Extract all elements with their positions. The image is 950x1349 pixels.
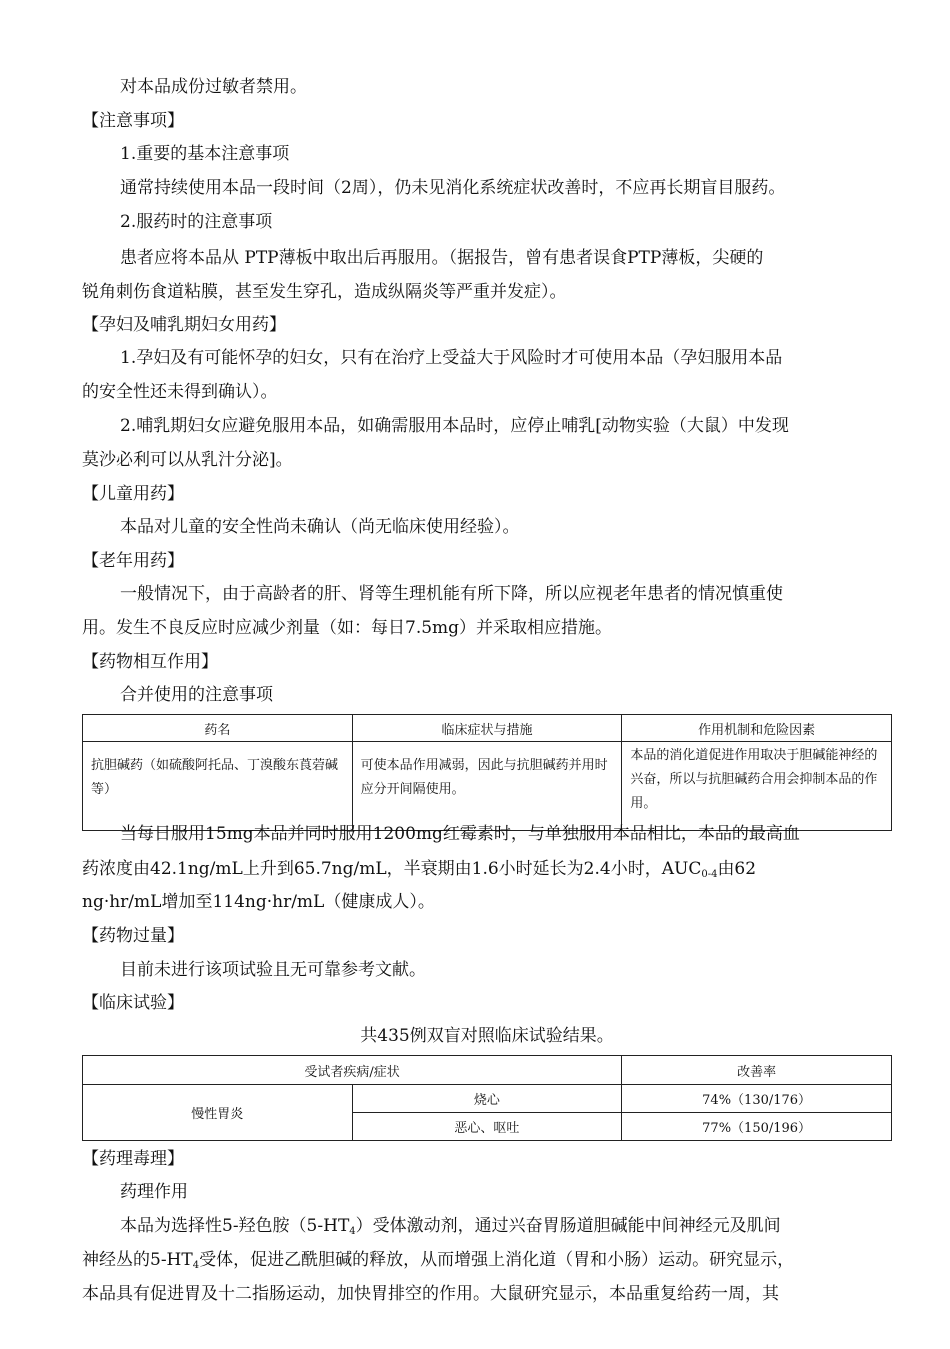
section-heading-pregnancy: 【孕妇及哺乳期妇女用药】: [82, 315, 286, 335]
elderly-text-b: 用。发生不良反应时应减少剂量（如：每日7.5mg）并采取相应措施。: [82, 618, 613, 638]
interaction-text-b: [82, 858, 756, 886]
precaution-2-title: 2.服药时的注意事项: [120, 212, 273, 232]
pharmacology-text-a-1: 本品为选择性5-羟色胺（5-HT: [120, 1216, 350, 1236]
section-heading-pharmacology: 【药理毒理】: [82, 1149, 184, 1169]
overdose-text: 目前未进行该项试验且无可靠参考文献。: [120, 960, 426, 980]
section-heading-overdose: 【药物过量】: [82, 926, 184, 946]
interaction-text-c: ng·hr/mL增加至114ng·hr/mL（健康成人）。: [82, 892, 435, 912]
ht4-subscript: 4: [192, 1260, 200, 1271]
pharmacology-text-c: 本品具有促进胃及十二指肠运动，加快胃排空的作用。大鼠研究显示，本品重复给药一周，其: [82, 1284, 779, 1304]
cell-symptom: 烧心: [352, 1085, 622, 1113]
cell-drug-name: 抗胆碱药（如硫酸阿托品、丁溴酸东莨菪碱等）: [83, 742, 353, 831]
table-row: [83, 742, 892, 831]
cell-symptom: 恶心、呕吐: [352, 1113, 622, 1141]
pharmacology-text-b-1: 神经丛的5-HT: [82, 1250, 193, 1270]
children-text: 本品对儿童的安全性尚未确认（尚无临床使用经验）。: [120, 517, 520, 537]
contraindication-text: 对本品成份过敏者禁用。: [120, 77, 307, 97]
pharmacology-text-b-2: 受体，促进乙酰胆碱的释放，从而增强上消化道（胃和小肠）运动。研究显示，: [199, 1250, 795, 1270]
precaution-2-text-b: 锐角刺伤食道粘膜，甚至发生穿孔，造成纵隔炎等严重并发症）。: [82, 282, 567, 302]
cell-mechanism: 本品的消化道促进作用取决于胆碱能神经的兴奋，所以与抗胆碱药合用会抑制本品的作用。: [622, 742, 892, 831]
precaution-2-text-a: 患者应将本品从 PTP薄板中取出后再服用。（据报告，曾有患者误食PTP薄板，尖硬的: [120, 248, 764, 268]
section-heading-precautions: 【注意事项】: [82, 111, 184, 131]
interaction-text-b-main: 药浓度由42.1ng/mL上升到65.7ng/mL，半衰期由1.6小时延长为2.4小时，AUC: [82, 859, 702, 879]
interaction-text-b-tail: 由62: [717, 859, 757, 879]
cell-disease: 慢性胃炎: [83, 1085, 353, 1141]
pharmacology-text-b: [82, 1249, 794, 1277]
trials-caption: 共435例双盲对照临床试验结果。: [360, 1026, 614, 1046]
interaction-text-a: 当每日服用15mg本品并同时服用1200mg红霉素时，与单独服用本品相比，本品的最高血: [120, 824, 800, 844]
pregnancy-1-a: 1.孕妇及有可能怀孕的妇女，只有在治疗上受益大于风险时才可使用本品（孕妇服用本品: [120, 348, 783, 368]
cell-rate: 77%（150/196）: [622, 1113, 892, 1141]
cell-clinical-measures: 可使本品作用减弱，因此与抗胆碱药并用时应分开间隔使用。: [352, 742, 622, 831]
interaction-table: [82, 714, 892, 831]
precaution-1-text: 通常持续使用本品一段时间（2周），仍未见消化系统症状改善时，不应再长期盲目服药。: [120, 178, 786, 198]
trial-results-table: [82, 1055, 892, 1141]
pharmacology-text-a-2: ）受体激动剂，通过兴奋胃肠道胆碱能中间神经元及肌间: [355, 1216, 781, 1236]
header-disease-symptom: 受试者疾病/症状: [83, 1056, 622, 1085]
elderly-text-a: 一般情况下，由于高龄者的肝、肾等生理机能有所下降，所以应视老年患者的情况慎重使: [120, 584, 783, 604]
section-heading-interactions: 【药物相互作用】: [82, 652, 218, 672]
trial-table-header: [83, 1056, 892, 1085]
ht4-subscript: 4: [349, 1226, 356, 1237]
header-clinical-measures: 临床症状与措施: [352, 715, 622, 742]
header-drug-name: 药名: [83, 715, 353, 742]
interactions-subtitle: 合并使用的注意事项: [120, 685, 273, 705]
header-mechanism: 作用机制和危险因素: [622, 715, 892, 742]
header-improvement-rate: 改善率: [622, 1056, 892, 1085]
pregnancy-2-a: 2.哺乳期妇女应避免服用本品，如确需服用本品时，应停止哺乳[动物实验（大鼠）中发现: [120, 416, 789, 436]
pharmacology-subtitle: 药理作用: [120, 1182, 188, 1202]
pregnancy-2-b: 莫沙必利可以从乳汁分泌]。: [82, 450, 293, 470]
cell-rate: 74%（130/176）: [622, 1085, 892, 1113]
interaction-table-header: [83, 715, 892, 742]
section-heading-trials: 【临床试验】: [82, 993, 184, 1013]
pharmacology-text-a: [120, 1215, 781, 1243]
precaution-1-title: 1.重要的基本注意事项: [120, 144, 290, 164]
pregnancy-1-b: 的安全性还未得到确认）。: [82, 382, 278, 402]
section-heading-elderly: 【老年用药】: [82, 551, 184, 571]
table-row: [83, 1085, 892, 1113]
section-heading-children: 【儿童用药】: [82, 484, 184, 504]
auc-subscript: 0-4: [701, 869, 718, 880]
